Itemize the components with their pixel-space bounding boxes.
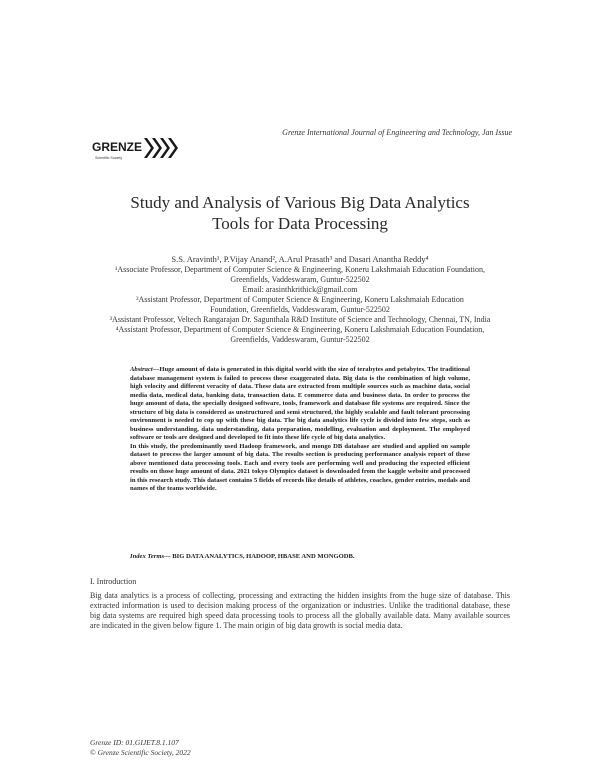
author-email: Email: arasinthkrithick@gmail.com xyxy=(242,285,358,294)
section-body: Big data analytics is a process of collecting, processing and extracting the hidden insights from the huge size of database. This extracted information is used to decision making process of the organization or industries. Unlike the traditional database, these big data systems are required high speed data processing tools to process all the globally available data. Many available sources are indicated in the given below figure 1. The main origin of big data growth is social media data. xyxy=(90,591,510,630)
index-terms xyxy=(130,553,470,560)
affiliation-1: ¹Associate Professor, Department of Computer Science & Engineering, Koneru Lakshmaiah Education Foundation, xyxy=(115,265,485,274)
affiliation-4: ⁴Assistant Professor, Department of Computer Science & Engineering, Koneru Lakshmaiah Education Foundation, xyxy=(115,325,485,334)
grenze-id: Grenze ID: 01.GIJET.8.1.107 xyxy=(90,738,179,747)
logo-subtitle: Scientific Society xyxy=(95,156,123,160)
title-line-2: Tools for Data Processing xyxy=(212,214,388,233)
affiliation-3: ³Assistant Professor, Veltech Rangarajan Dr. Sagunthala R&D Institute of Science and Technology, Chennai, TN, India xyxy=(109,315,491,324)
author-names: S.S. Aravinth¹, P.Vijay Anand², A.Arul Prasath³ and Dasari Anantha Reddy⁴ xyxy=(171,254,429,264)
journal-name: Grenze International Journal of Engineering and Technology, Jan Issue xyxy=(282,128,512,137)
index-terms-label: Index Terms xyxy=(130,553,165,560)
grenze-logo-graphic xyxy=(92,134,184,164)
abstract-paragraph-1 xyxy=(130,366,470,443)
logo-word: GRENZE xyxy=(92,140,143,154)
title-line-1: Study and Analysis of Various Big Data Analytics xyxy=(130,193,470,212)
abstract-label: Abstract xyxy=(130,366,153,373)
abstract xyxy=(130,366,470,494)
abstract-text-1: —Huge amount of data is generated in this digital world with the size of terabytes and petabytes. The traditional database management system is failed to process these exaggerated data. Big data is the combination of high volume, high velocity and different veracity of data. These data are extracted from multiple sources such as machine data, social media data, medical data, banking data, transaction data. E commerce data and business data. In order to process the huge amount of data, the specially designed software, tools, framework and database file systems are required. Since the structure of big data is considered as unstructured and semi structured, the highly scalable and fault tolerant processing environment is needed to cop up with these big data. The big data analytics life cycle is divided into few steps, such as business understanding, data understanding, data preparation, modelling, evaluation and deployment. The employed software or tools are designed and developed to fit into these life cycle of big data analytics. xyxy=(130,366,470,441)
copyright: © Grenze Scientific Society, 2022 xyxy=(90,748,191,757)
affiliation-2: ²Assistant Professor, Department of Computer Science & Engineering, Koneru Lakshmaiah Education xyxy=(136,295,464,304)
page-footer xyxy=(90,738,191,758)
index-terms-text: — BIG DATA ANALYTICS, HADOOP, HBASE AND MONGODB. xyxy=(164,553,355,560)
logo-chevron-1-icon xyxy=(144,138,154,158)
affiliation-2-address: Foundation, Greenfields, Vaddeswaram, Guntur-522502 xyxy=(210,305,390,314)
author-block xyxy=(90,254,510,345)
section-heading: I. Introduction xyxy=(90,577,137,586)
paper-title xyxy=(60,192,540,234)
grenze-logo xyxy=(92,134,184,169)
affiliation-1-address: Greenfields, Vaddeswaram, Guntur-522502 xyxy=(230,275,370,284)
abstract-paragraph-2: In this study, the predominantly used Hadoop framework, and mongo DB database are studied and applied on sample dataset to process the larger amount of big data. The results section is producing performance analysis report of these above mentioned data processing tools. Each and every tools are performing well and producing the expected efficient results on those huge amount of data. 2021 tokyo Olympics dataset is downloaded from the kaggle website and processed in this research study. This dataset contains 5 fields of records like details of athletes, coaches, gender entries, medals and names of the teams worldwide. xyxy=(130,442,470,492)
affiliation-4-address: Greenfields, Vaddeswaram, Guntur-522502 xyxy=(230,335,370,344)
